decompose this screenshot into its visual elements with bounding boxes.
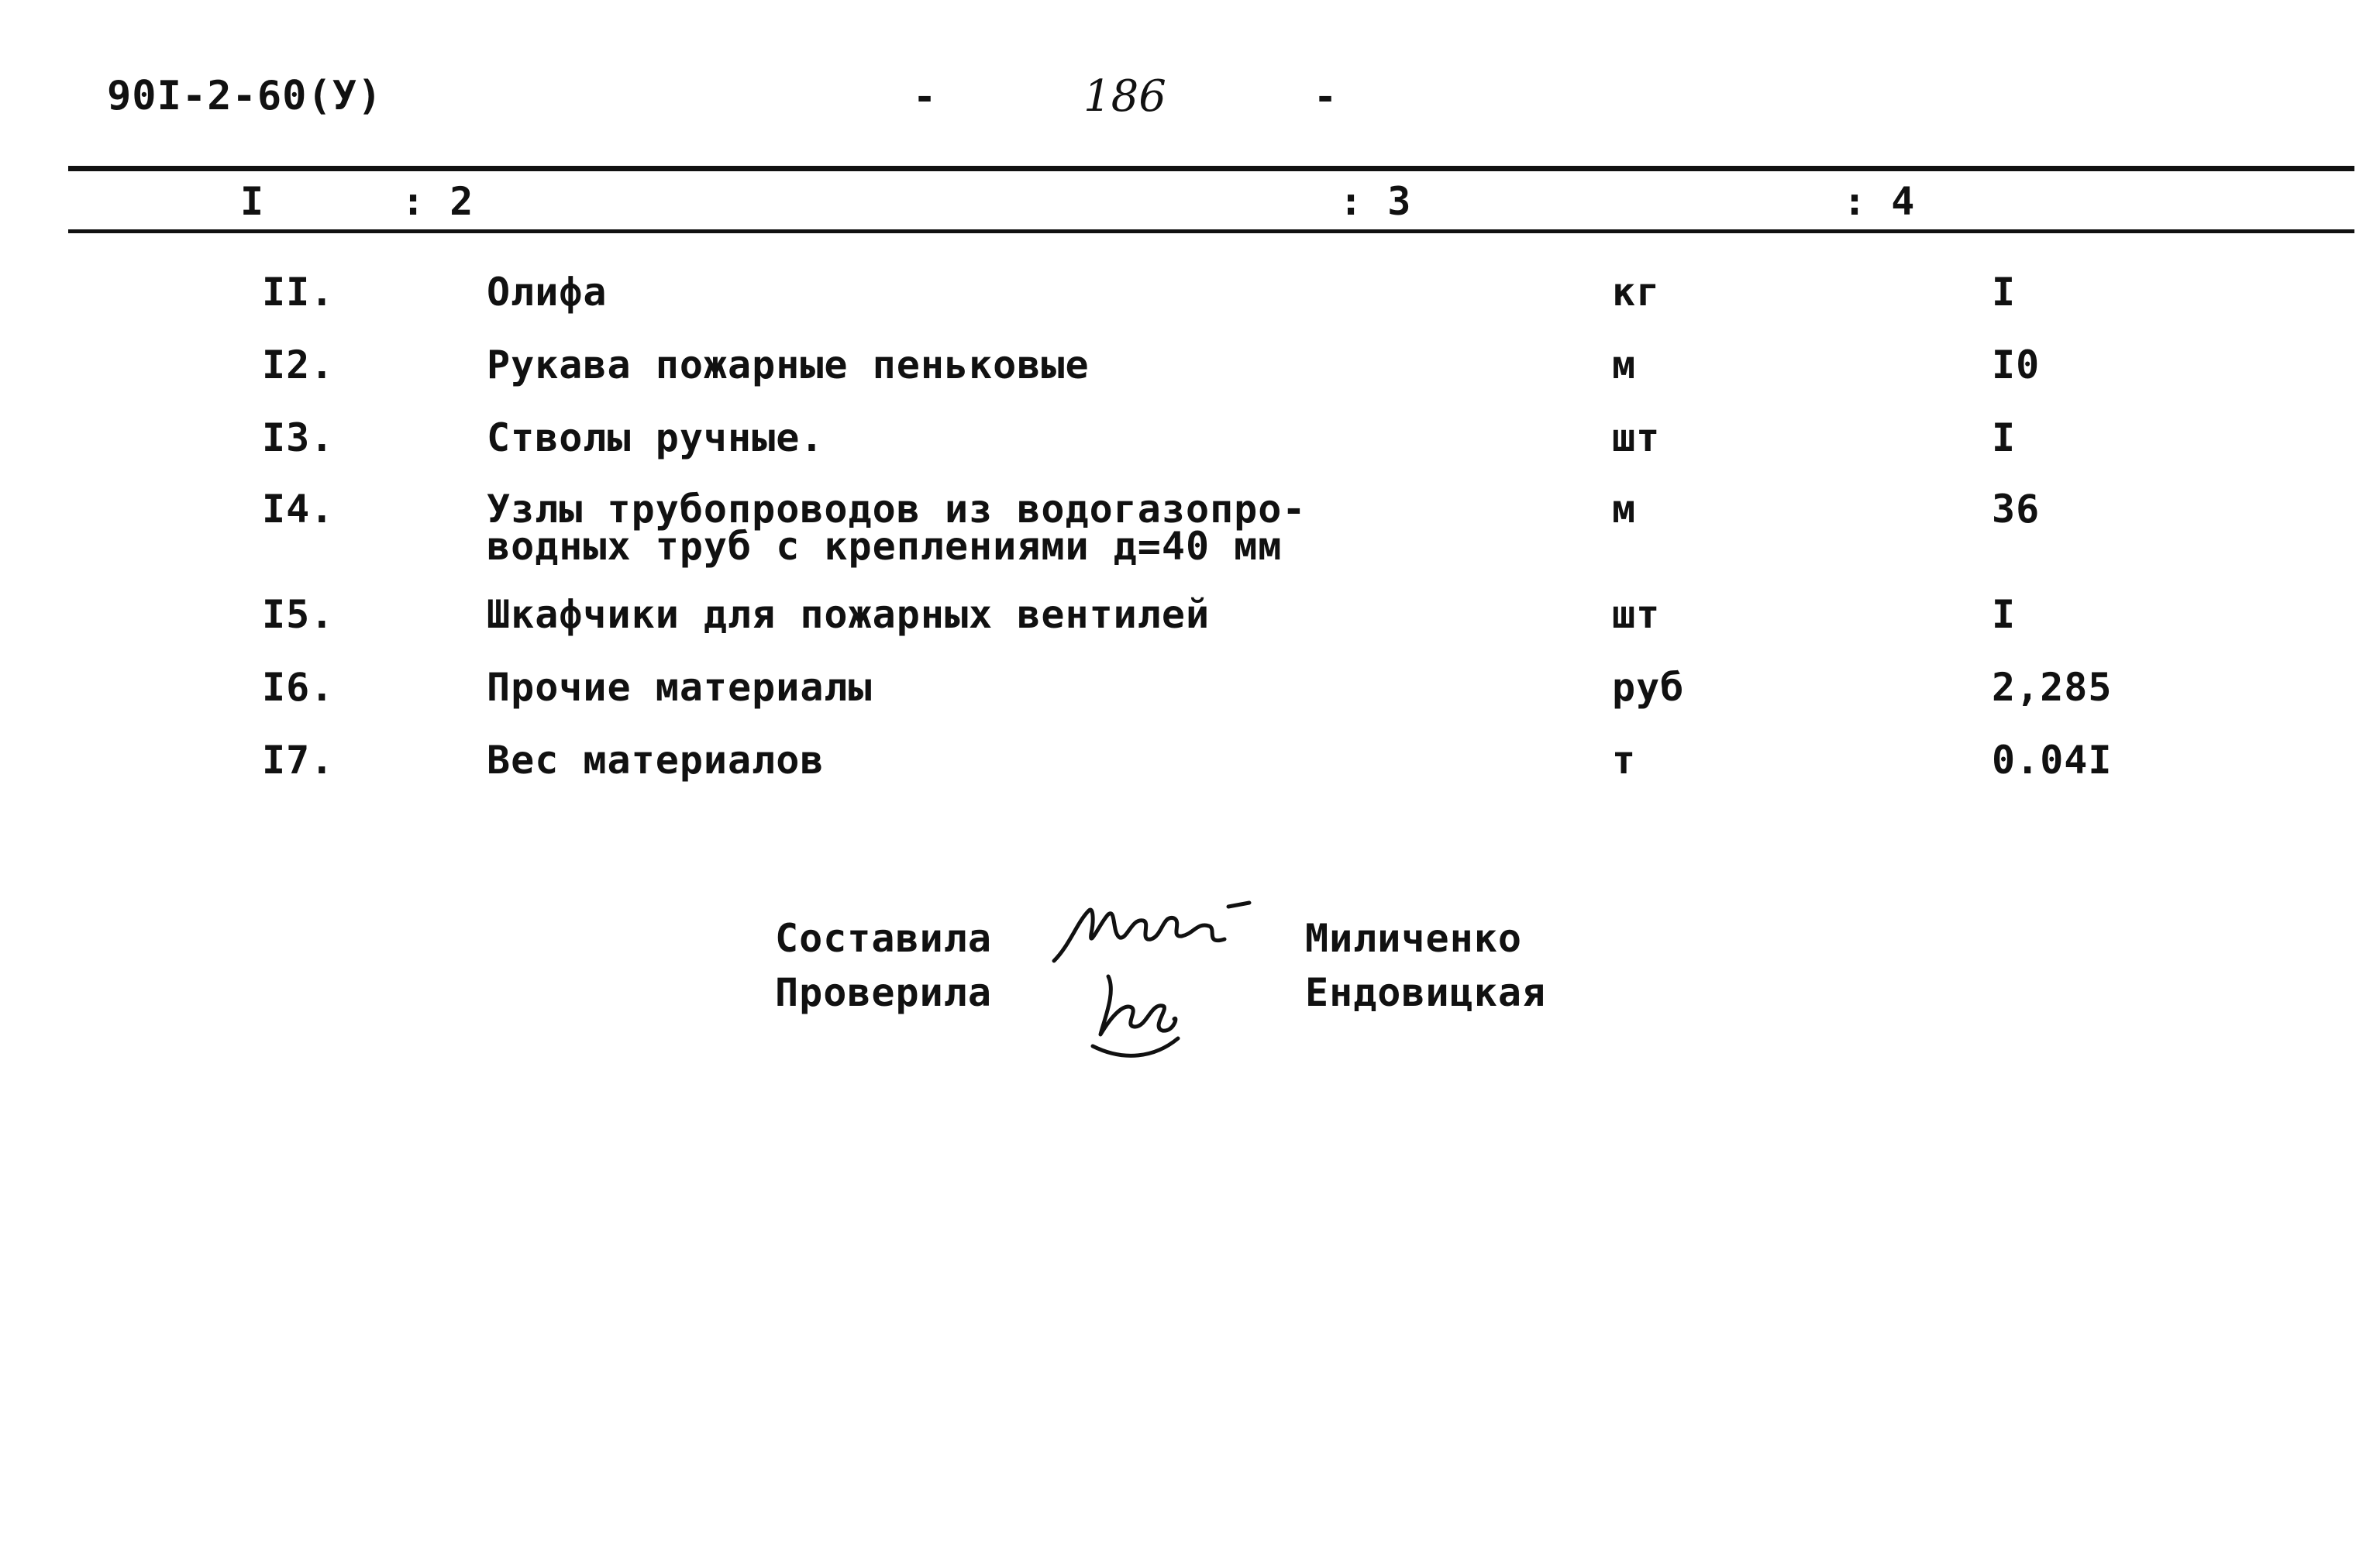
table-header-bottom-rule [68, 229, 2354, 233]
page-dash-left: - [913, 74, 938, 119]
row-quantity: 36 [1992, 487, 2041, 532]
row-quantity: 2,285 [1992, 665, 2113, 710]
row-unit: шт [1612, 592, 1661, 637]
table-row [0, 343, 2380, 392]
row-name: Рукава пожарные пеньковые [487, 343, 1090, 387]
page-number: 186 [1083, 71, 1166, 122]
column-header-2: : 2 [401, 179, 474, 224]
row-number: II. [262, 270, 335, 315]
row-number: I5. [262, 592, 335, 637]
table-row [0, 415, 2380, 465]
row-quantity: I0 [1992, 343, 2041, 387]
row-unit: м [1612, 343, 1637, 387]
row-name-continuation: водных труб с креплениями д=40 мм [487, 524, 1283, 569]
row-name: Шкафчики для пожарных вентилей [487, 592, 1211, 637]
table-row [0, 487, 2380, 575]
checked-by-label: Проверила [775, 970, 992, 1015]
column-header-4: : 4 [1843, 179, 1916, 224]
row-number: I4. [262, 487, 335, 532]
row-unit: руб [1612, 665, 1685, 710]
row-name: Узлы трубопроводов из водогазопро- [487, 487, 1307, 532]
table-row [0, 270, 2380, 319]
compiled-by-label: Составила [775, 916, 992, 961]
table-row [0, 738, 2380, 787]
column-header-1: I [240, 179, 265, 224]
compiled-by-name: Миличенко [1305, 916, 1522, 961]
row-quantity: I [1992, 270, 2017, 315]
table-row [0, 592, 2380, 642]
checker-signature [1077, 961, 1201, 1069]
row-unit: т [1612, 738, 1637, 783]
row-unit: м [1612, 487, 1637, 532]
row-quantity: 0.04I [1992, 738, 2113, 783]
row-name: Вес материалов [487, 738, 825, 783]
table-top-rule [68, 166, 2354, 171]
table-row [0, 665, 2380, 714]
row-number: I7. [262, 738, 335, 783]
row-unit: шт [1612, 415, 1661, 460]
page-dash-right: - [1314, 74, 1338, 119]
row-unit: кг [1612, 270, 1661, 315]
document-code: 90I-2-60(У) [107, 73, 383, 119]
row-name: Прочие материалы [487, 665, 873, 710]
column-header-3: : 3 [1339, 179, 1412, 224]
checked-by-name: Ендовицкая [1305, 970, 1547, 1015]
row-quantity: I [1992, 415, 2017, 460]
row-name: Олифа [487, 270, 608, 315]
row-number: I3. [262, 415, 335, 460]
row-number: I2. [262, 343, 335, 387]
row-name: Стволы ручные. [487, 415, 825, 460]
row-quantity: I [1992, 592, 2017, 637]
row-number: I6. [262, 665, 335, 710]
